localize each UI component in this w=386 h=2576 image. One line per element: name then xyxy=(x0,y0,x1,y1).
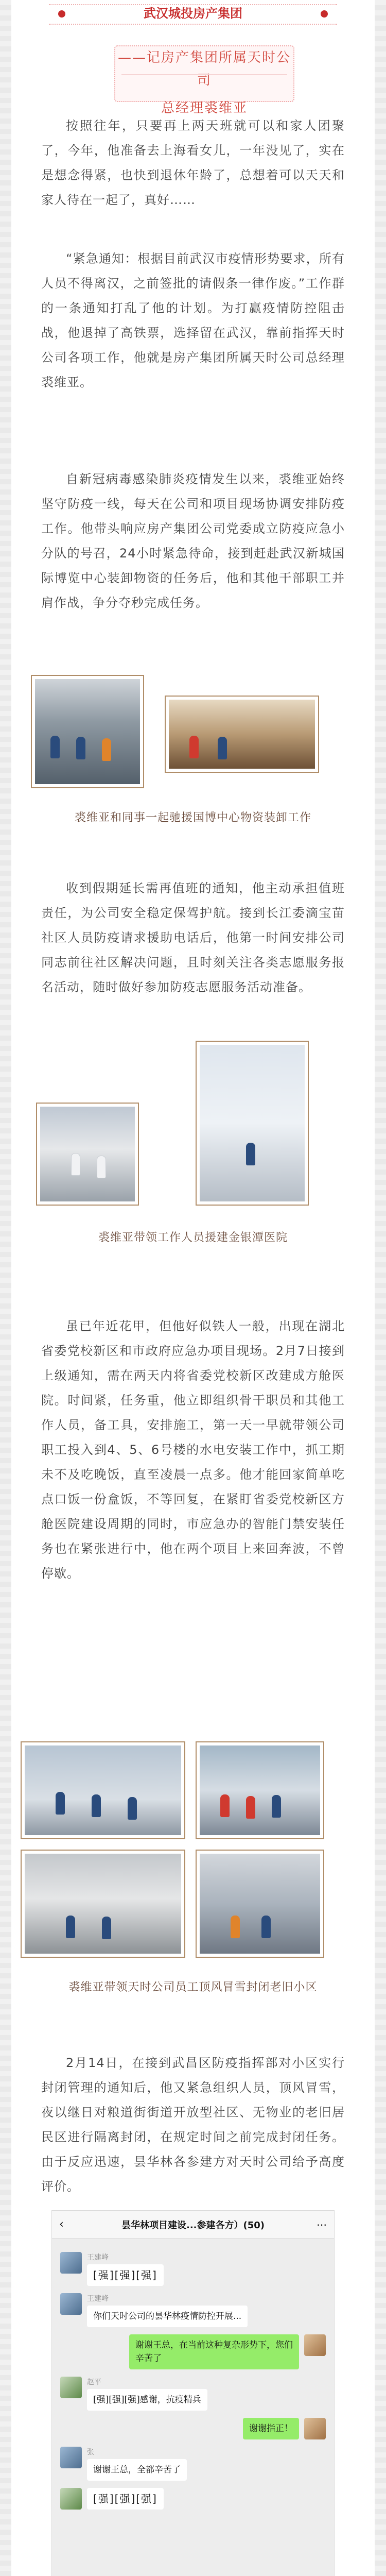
photo-community-lockdown-1 xyxy=(21,1741,185,1839)
message-bubble: [强][强][强] xyxy=(87,2264,164,2286)
paragraph xyxy=(41,467,345,615)
photo-caption: 裘维亚和同事一起驰援国博中心物资装卸工作 xyxy=(74,811,311,824)
subtitle-divider xyxy=(121,74,287,75)
subtitle-box xyxy=(114,45,294,116)
chat-screenshot xyxy=(51,2210,335,2576)
subtitle-line-1: ——记房产集团所属天时公司 xyxy=(117,50,291,88)
paragraph-text: 自新冠病毒感染肺炎疫情发生以来，裘维亚始终坚守防疫一线，每天在公司和项目现场协调安排防疫工作。他带头响应房产集团公司党委成立防疫应急小分队的号召，24小时紧急待命，接到赶赴武汉新城国际博览中心装卸物资的任务后，他和其他干部职工并肩作战，争分夺秒完成任务。 xyxy=(41,472,345,610)
message-bubble: [强][强][强]感谢，抗疫精兵 xyxy=(87,2389,207,2411)
paragraph-text: 虽已年近花甲，但他好似铁人一般，出现在湖北省委党校新区和市政府应急办项目现场。2月7日接到上级通知，需在两天内将省委党校新区改建成方舱医院。时间紧，任务重，他立即组织骨干职员和其他工作人员，备工具，安排施工，第一天一早就带领公司职工投入到4、5、6号楼的水电安装工作中，抓工期未不及吃晚饭，直至凌晨一点多。他才能回家简单吃点口饭一份盒饭，不等回复，在紧盯省委党校新区方舱医院建设周期的同时，市应急办的智能门禁安装任务也在紧张进行中，他在两个项目上来回奔波，不曾停歇。 xyxy=(41,1319,345,1581)
avatar xyxy=(60,2488,82,2510)
photo-caption: 裘维亚带领天时公司员工顶风冒雪封闭老旧小区 xyxy=(68,1981,318,1994)
chat-message xyxy=(60,2252,326,2286)
photo-image xyxy=(200,1745,320,1835)
article-content xyxy=(41,113,345,2576)
header-dotted-frame xyxy=(49,4,337,25)
chat-message xyxy=(60,2488,326,2510)
paragraph-text: “紧急通知：根据目前武汉市疫情形势要求，所有人员不得离汉，之前签批的请假条一律作废。”工作群的一条通知打乱了他的计划。为打赢疫情防控阻击战，他退掉了高铁票，选择留在武汉，靠前指挥天时公司各项工作，他就是房产集团所属天时公司总经理裘维亚。 xyxy=(41,251,345,389)
right-border-decoration xyxy=(375,0,386,2576)
paragraph xyxy=(41,113,345,212)
subtitle-line-2: 总经理裘维亚 xyxy=(161,100,248,116)
pin-right-icon xyxy=(321,10,328,18)
avatar xyxy=(304,2418,326,2439)
photo-image xyxy=(35,679,140,784)
paragraph-text: 2月14日，在接到武昌区防疫指挥部对小区实行封闭管理的通知后，他又紧急组织人员，顶风冒雪，夜以继日对粮道街街道开放型社区、无物业的老旧居民区进行隔离封闭，在规定时间之前完成封闭任务。由于反应迅速，昙华林各参建方对天时公司给予高度评价。 xyxy=(41,2056,345,2194)
paragraph-text: 按照往年，只要再上两天班就可以和家人团聚了，今年，他准备去上海看女儿，一年没见了，实在是想念得紧，也快到退休年龄了，总想着可以天天和家人待在一起了，真好…… xyxy=(41,118,345,207)
message-bubble: 你们天时公司的昙华林疫情防控开展... xyxy=(87,2306,248,2327)
chat-message xyxy=(60,2377,326,2411)
header-banner xyxy=(59,0,327,27)
avatar xyxy=(60,2293,82,2315)
header-title: 武汉城投房产集团 xyxy=(144,6,242,21)
avatar xyxy=(60,2447,82,2468)
photo-image xyxy=(25,1854,181,1954)
sender-name: 王建峰 xyxy=(87,2295,109,2303)
chat-topbar xyxy=(52,2211,334,2239)
more-icon[interactable]: ⋯ xyxy=(317,2218,327,2231)
sender-name: 张 xyxy=(87,2448,94,2456)
chat-message xyxy=(60,2293,326,2327)
paragraph xyxy=(41,876,345,999)
chat-message xyxy=(60,2334,326,2369)
photo-hospital-support-2 xyxy=(196,1041,309,1206)
sender-name: 王建峰 xyxy=(87,2253,109,2262)
message-bubble: 谢谢王总，在当前这种复杂形势下，您们辛苦了 xyxy=(129,2334,299,2369)
photo-community-lockdown-4 xyxy=(196,1850,324,1958)
message-bubble: [强][强][强] xyxy=(87,2488,164,2510)
photo-image xyxy=(200,1045,305,1201)
photo-image xyxy=(40,1107,135,1201)
photo-image xyxy=(169,700,315,769)
message-bubble: 谢谢王总，全都辛苦了 xyxy=(87,2459,187,2481)
avatar xyxy=(60,2377,82,2398)
pin-left-icon xyxy=(58,10,65,18)
photo-material-unloading-1 xyxy=(31,675,144,788)
left-border-decoration xyxy=(0,0,11,2576)
photo-image xyxy=(25,1745,181,1835)
photo-material-unloading-2 xyxy=(165,696,319,773)
photo-community-lockdown-2 xyxy=(196,1741,324,1839)
photo-community-lockdown-3 xyxy=(21,1850,185,1958)
sender-name: 赵平 xyxy=(87,2378,101,2386)
avatar xyxy=(60,2252,82,2274)
paragraph xyxy=(41,2050,345,2199)
back-icon[interactable]: ‹ xyxy=(59,2218,64,2231)
avatar xyxy=(304,2334,326,2356)
article-header xyxy=(11,0,375,116)
paragraph xyxy=(41,1314,345,1586)
chat-title: 昙华林项目建设...参建各方）(50) xyxy=(121,2219,265,2231)
paragraph-text: 收到假期延长需再值班的通知，他主动承担值班责任，为公司安全稳定保驾护航。接到长江委滴宝苗社区人员防疫请求援助电话后，他第一时间安排公司同志前往社区解决问题，且时刻关注各类志愿服务报名活动，随时做好参加防疫志愿服务活动准备。 xyxy=(41,881,345,994)
chat-message xyxy=(60,2447,326,2481)
chat-message xyxy=(60,2418,326,2439)
photo-caption: 裘维亚带领工作人员援建金银潭医院 xyxy=(98,1231,288,1244)
photo-hospital-support-1 xyxy=(36,1103,139,1206)
photo-image xyxy=(200,1854,320,1954)
chat-body xyxy=(52,2239,334,2523)
message-bubble: 谢谢指正！ xyxy=(243,2418,299,2439)
paragraph xyxy=(41,246,345,395)
